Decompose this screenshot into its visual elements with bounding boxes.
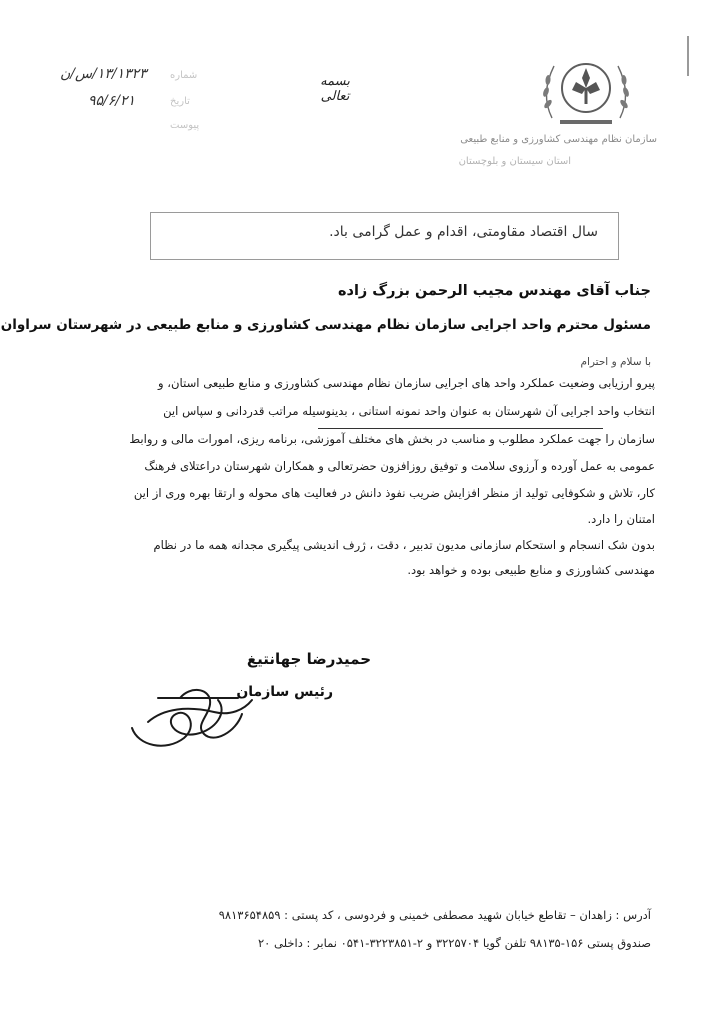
body-line: سازمان را جهت عملکرد مطلوب و مناسب در بخش های مختلف آموزشی، برنامه ریزی، امورات مالی و روابط xyxy=(129,432,655,446)
greeting: با سلام و احترام xyxy=(580,356,651,368)
organization-name: سازمان نظام مهندسی کشاورزی و منابع طبیعی xyxy=(460,134,657,145)
signer-title: رئیس سازمان xyxy=(236,684,333,700)
addressee-position: مسئول محترم واحد اجرایی سازمان نظام مهندسی کشاورزی و منابع طبیعی در شهرستان سراوان xyxy=(0,317,651,333)
highlight-underline xyxy=(318,428,603,429)
organization-logo-icon xyxy=(530,44,642,128)
year-motto: سال اقتصاد مقاومتی، اقدام و عمل گرامی باد. xyxy=(329,224,598,240)
letter-number-label: شماره xyxy=(170,70,198,81)
body-line: مهندسی کشاورزی و منابع طبیعی بوده و خواهد بود. xyxy=(407,563,655,577)
scan-edge-mark xyxy=(687,36,689,76)
body-line: انتخاب واحد اجرایی آن شهرستان به عنوان واحد نمونه استانی ، بدینوسیله مراتب قدردانی و سپاس این xyxy=(163,404,655,418)
footer-address: آدرس : زاهدان – تقاطع خیابان شهید مصطفی خمینی و فردوسی ، کد پستی : ۹۸۱۳۶۵۴۸۵۹ xyxy=(218,908,651,922)
body-line: بدون شک انسجام و استحکام سازمانی مدیون تدبیر ، دقت ، ژرف اندیشی پیگیری مجدانه همه ما در نظام xyxy=(153,538,655,552)
body-line: عمومی به عمل آورده و آرزوی سلامت و توفیق روزافزون حضرتعالی و همکاران شهرستان دراعتلای فرهنگ xyxy=(144,459,655,473)
letter-attachment-label: پیوست xyxy=(170,120,200,131)
footer-contact: صندوق پستی ۱۵۶-۹۸۱۳۵ تلفن گویا ۳۲۲۵۷۰۴ و ۲-۳۲۲۳۸۵۱-۰۵۴۱ نمابر : داخلی ۲۰ xyxy=(258,936,651,950)
bismillah-heading: بسمه تعالی xyxy=(320,74,350,104)
addressee-name: جناب آقای مهندس مجیب الرحمن بزرگ زاده xyxy=(337,283,651,299)
organization-province: استان سیستان و بلوچستان xyxy=(458,156,571,167)
body-line: کار، تلاش و شکوفایی تولید از منظر افزایش ضریب نفوذ دانش در فعالیت های محوله و ارتقا بهره وری از این xyxy=(133,486,655,500)
handwritten-signature xyxy=(118,668,268,763)
letter-date-label: تاریخ xyxy=(170,96,190,107)
body-line: امتنان را دارد. xyxy=(587,512,655,526)
letter-date: ۹۵/۶/۲۱ xyxy=(88,93,136,109)
body-line: پیرو ارزیابی وضعیت عملکرد واحد های اجرایی سازمان نظام مهندسی کشاورزی و منابع طبیعی استان، و xyxy=(158,376,655,390)
letter-number: ۱۳/۱۳۲۳/س/ن xyxy=(60,66,147,82)
signer-name: حمیدرضا جهانتیغ xyxy=(246,650,371,668)
motto-box xyxy=(150,212,619,260)
